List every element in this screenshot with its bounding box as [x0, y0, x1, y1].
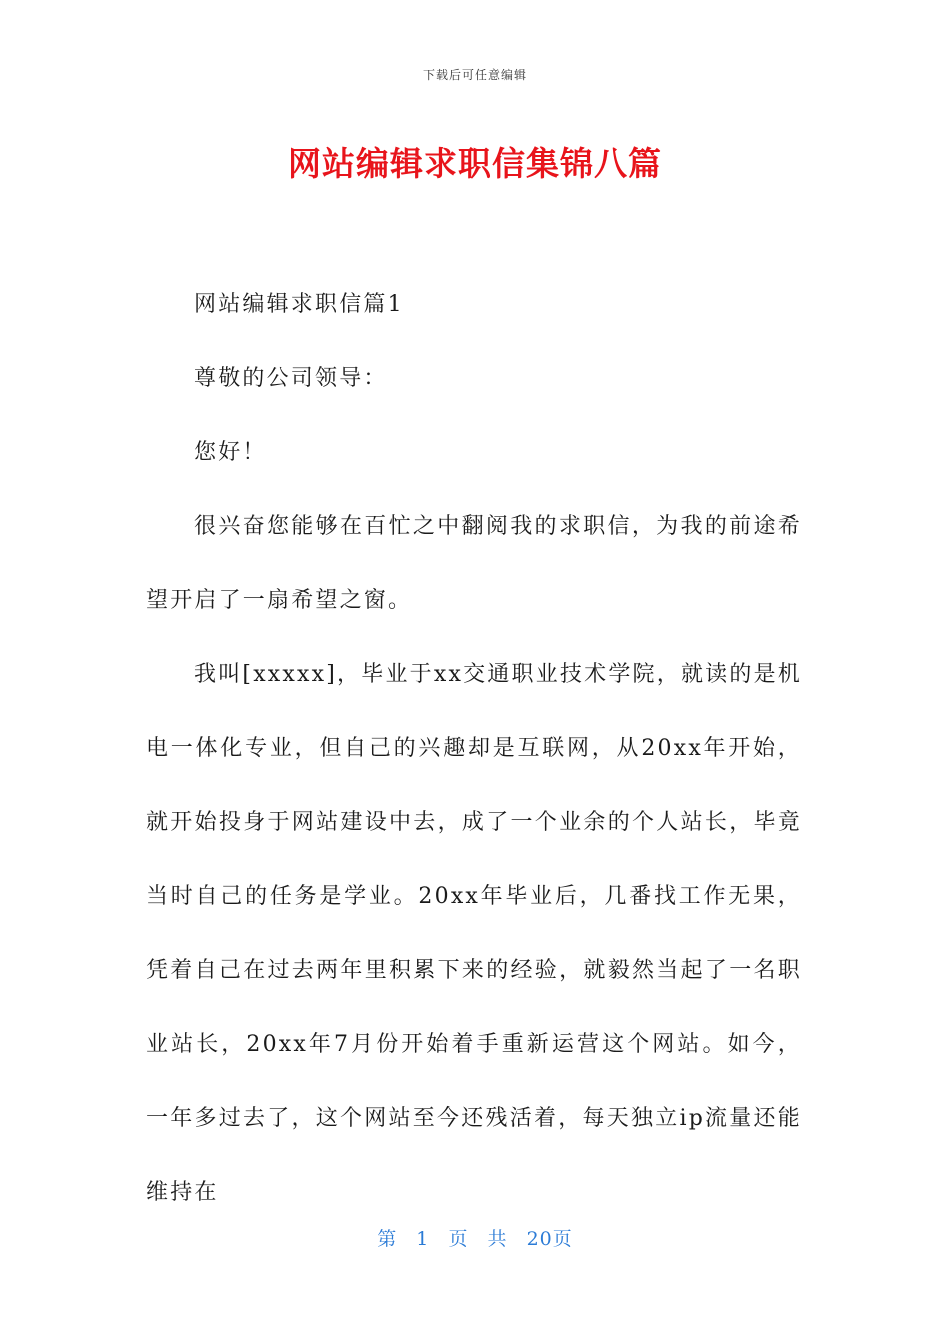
page-footer [0, 1224, 950, 1251]
footer-page-number: 1 [416, 1228, 430, 1250]
body-paragraph: 很兴奋您能够在百忙之中翻阅我的求职信，为我的前途希望开启了一扇希望之窗。 [146, 514, 802, 613]
greeting: 您好！ [194, 440, 267, 465]
footer-prefix: 第 [377, 1228, 398, 1250]
footer-page-label: 页 [448, 1228, 469, 1250]
document-body [146, 268, 802, 1230]
salutation: 尊敬的公司领导： [194, 366, 388, 391]
header-note: 下载后可任意编辑 [422, 68, 527, 82]
section-heading: 网站编辑求职信篇1 [194, 292, 404, 317]
footer-total-pages: 20 [526, 1228, 553, 1250]
footer-total-prefix: 共 [487, 1228, 508, 1250]
footer-suffix: 页 [552, 1228, 573, 1250]
body-paragraph: 我叫[xxxxx]，毕业于xx交通职业技术学院，就读的是机电一体化专业，但自己的兴趣却是互联网，从20xx年开始，就开始投身于网站建设中去，成了一个业余的个人站长，毕竟当时自己的任务是学业。20xx年毕业后，几番找工作无果，凭着自己在过去两年里积累下来的经验，就毅然当起了一名职业站长，20xx年7月份开始着手重新运营这个网站。如今，一年多过去了，这个网站至今还残活着，每天独立ip流量还能维持在 [146, 662, 802, 1205]
document-title: 网站编辑求职信集锦八篇 [288, 144, 662, 183]
